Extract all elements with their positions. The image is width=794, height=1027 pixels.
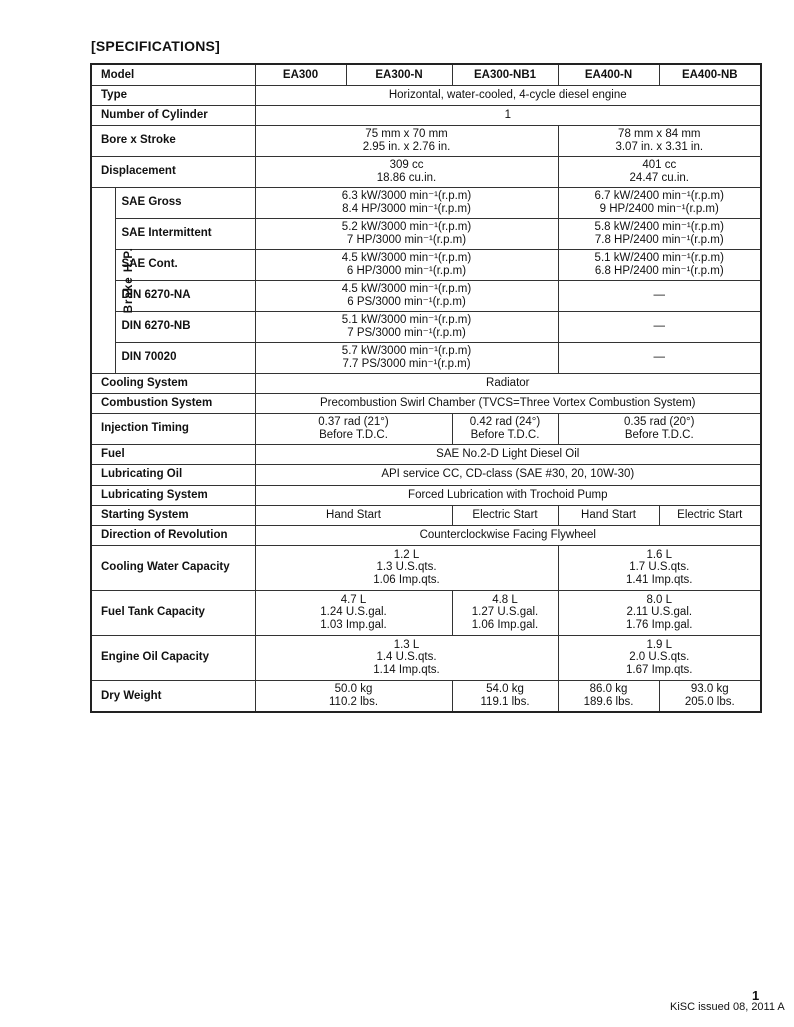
cell-line: 2.0 U.S.qts. — [629, 651, 690, 664]
cell-line: 6 PS/3000 min⁻¹(r.p.m) — [347, 295, 466, 308]
row-label-fuel: Fuel — [91, 444, 255, 464]
cell-line: 1.9 L — [646, 638, 673, 651]
cell-line: 86.0 kg — [589, 683, 628, 696]
row-label-din-na: DIN 6270-NA — [115, 280, 255, 311]
cell-line: 54.0 kg — [486, 683, 524, 696]
row-label-sae-gross: SAE Gross — [115, 187, 255, 218]
row-label-lub-system: Lubricating System — [91, 485, 255, 505]
cell-line: 1.06 Imp.gal. — [471, 618, 539, 631]
table-row — [91, 311, 761, 342]
fuel-tank-ea300 — [255, 590, 452, 635]
cell-line: Before T.D.C. — [319, 428, 388, 441]
din-na-ea300 — [255, 280, 558, 311]
din-na-ea400: — — [558, 280, 761, 311]
cell-line: 78 mm x 84 mm — [618, 128, 701, 140]
dry-weight-ea400-n — [558, 680, 659, 712]
cell-line: 3.07 in. x 3.31 in. — [615, 140, 704, 153]
brake-hp-label: Brake H.P. — [122, 246, 135, 314]
cell-line: 1.6 L — [646, 548, 673, 561]
cylinders-value: 1 — [255, 105, 761, 125]
cell-line: 9 HP/2400 min⁻¹(r.p.m) — [599, 202, 719, 215]
cell-line: 6.8 HP/2400 min⁻¹(r.p.m) — [594, 264, 724, 277]
direction-value: Counterclockwise Facing Flywheel — [255, 525, 761, 545]
row-label-cooling-system: Cooling System — [91, 373, 255, 393]
row-label-injection: Injection Timing — [91, 413, 255, 444]
injection-ea300 — [255, 413, 452, 444]
row-label-cooling-water: Cooling Water Capacity — [91, 545, 255, 590]
table-row — [91, 105, 761, 125]
sae-gross-ea400 — [558, 187, 761, 218]
cell-line: 205.0 lbs. — [684, 695, 735, 708]
row-label-type: Type — [91, 85, 255, 105]
table-row — [91, 85, 761, 105]
engine-oil-ea400 — [558, 635, 761, 680]
cell-line: 4.8 L — [492, 593, 518, 606]
cell-line: 5.8 kW/2400 min⁻¹(r.p.m) — [594, 221, 724, 233]
row-label-din-70020: DIN 70020 — [115, 342, 255, 373]
table-row — [91, 485, 761, 505]
table-row — [91, 590, 761, 635]
cell-line: 18.86 cu.in. — [376, 171, 437, 184]
table-row — [91, 64, 761, 85]
type-value: Horizontal, water-cooled, 4-cycle diesel engine — [255, 85, 761, 105]
table-row — [91, 373, 761, 393]
table-row — [91, 125, 761, 156]
sae-cont-ea400 — [558, 249, 761, 280]
cell-line: 8.4 HP/3000 min⁻¹(r.p.m) — [342, 202, 471, 215]
cell-line: 4.7 L — [340, 593, 367, 606]
cooling-water-ea400 — [558, 545, 761, 590]
cell-line: 7 PS/3000 min⁻¹(r.p.m) — [347, 326, 466, 339]
din-nb-ea400: — — [558, 311, 761, 342]
cell-line: 24.47 cu.in. — [629, 171, 689, 184]
fuel-tank-ea400 — [558, 590, 761, 635]
row-label-starting: Starting System — [91, 505, 255, 525]
dry-weight-ea300-nb1 — [452, 680, 558, 712]
table-row — [91, 680, 761, 712]
cell-line: 4.5 kW/3000 min⁻¹(r.p.m) — [341, 283, 472, 295]
lub-oil-value: API service CC, CD-class (SAE #30, 20, 10W-30) — [255, 464, 761, 485]
din-70020-ea400: — — [558, 342, 761, 373]
starting-ea300: Hand Start — [255, 505, 452, 525]
model-header: EA300-NB1 — [452, 64, 558, 85]
injection-ea300-nb1 — [452, 413, 558, 444]
dry-weight-ea300 — [255, 680, 452, 712]
cell-line: 1.3 U.S.qts. — [376, 561, 437, 574]
cell-line: 2.11 U.S.gal. — [626, 606, 693, 619]
dry-weight-ea400-nb — [659, 680, 761, 712]
cell-line: Before T.D.C. — [470, 428, 540, 441]
cell-line: 1.06 Imp.qts. — [373, 573, 440, 586]
fuel-tank-ea300-nb1 — [452, 590, 558, 635]
specifications-table — [90, 63, 762, 713]
sae-gross-ea300 — [255, 187, 558, 218]
cell-line: 5.1 kW/3000 min⁻¹(r.p.m) — [341, 314, 472, 326]
row-label-bore: Bore x Stroke — [91, 125, 255, 156]
sae-intermittent-ea400 — [558, 218, 761, 249]
cell-line: 1.4 U.S.qts. — [376, 651, 437, 664]
displacement-ea300 — [255, 156, 558, 187]
cell-line: 1.41 Imp.qts. — [626, 573, 693, 586]
row-label-cylinders: Number of Cylinder — [91, 105, 255, 125]
cell-line: Before T.D.C. — [624, 428, 694, 441]
cell-line: 50.0 kg — [334, 683, 373, 696]
cell-line: 1.03 Imp.gal. — [320, 618, 387, 631]
row-label-model: Model — [91, 64, 255, 85]
cell-line: 4.5 kW/3000 min⁻¹(r.p.m) — [341, 252, 472, 264]
table-row — [91, 393, 761, 413]
din-70020-ea300 — [255, 342, 558, 373]
page-number: 1 — [752, 988, 760, 1003]
starting-ea300-nb1: Electric Start — [452, 505, 558, 525]
sae-intermittent-ea300 — [255, 218, 558, 249]
table-row — [91, 464, 761, 485]
cell-line: 119.1 lbs. — [480, 695, 530, 708]
table-row — [91, 280, 761, 311]
cell-line: 5.2 kW/3000 min⁻¹(r.p.m) — [341, 221, 472, 233]
table-row — [91, 635, 761, 680]
cell-line: 8.0 L — [646, 593, 673, 606]
cell-line: 1.3 L — [393, 638, 420, 651]
engine-oil-ea300 — [255, 635, 558, 680]
table-row — [91, 505, 761, 525]
sae-cont-ea300 — [255, 249, 558, 280]
model-header: EA400-NB — [659, 64, 761, 85]
table-row — [91, 187, 761, 218]
lub-system-value: Forced Lubrication with Trochoid Pump — [255, 485, 761, 505]
din-nb-ea300 — [255, 311, 558, 342]
bore-ea400 — [558, 125, 761, 156]
cell-line: 5.1 kW/2400 min⁻¹(r.p.m) — [594, 252, 724, 264]
cell-line: 0.37 rad (21°) — [318, 416, 389, 428]
starting-ea400-nb: Electric Start — [659, 505, 761, 525]
row-label-displacement: Displacement — [91, 156, 255, 187]
row-label-lub-oil: Lubricating Oil — [91, 464, 255, 485]
cell-line: 2.95 in. x 2.76 in. — [362, 140, 451, 153]
table-row — [91, 249, 761, 280]
cell-line: 1.24 U.S.gal. — [320, 606, 387, 619]
bore-ea300 — [255, 125, 558, 156]
row-label-combustion: Combustion System — [91, 393, 255, 413]
brake-hp-group — [91, 187, 135, 373]
cooling-water-ea300 — [255, 545, 558, 590]
cell-line: 6.7 kW/2400 min⁻¹(r.p.m) — [594, 190, 724, 202]
cell-line: 1.76 Imp.gal. — [626, 618, 693, 631]
table-row — [91, 342, 761, 373]
cell-line: 1.2 L — [393, 548, 420, 561]
cell-line: 93.0 kg — [690, 683, 729, 696]
page-title: [SPECIFICATIONS] — [91, 38, 220, 54]
table-row — [91, 413, 761, 444]
table-row — [91, 545, 761, 590]
row-label-din-nb: DIN 6270-NB — [115, 311, 255, 342]
injection-ea400 — [558, 413, 761, 444]
cell-line: 5.7 kW/3000 min⁻¹(r.p.m) — [341, 345, 472, 357]
cell-line: 0.35 rad (20°) — [624, 416, 695, 428]
cell-line: 7.8 HP/2400 min⁻¹(r.p.m) — [594, 233, 724, 246]
cell-line: 0.42 rad (24°) — [469, 416, 541, 428]
model-header: EA400-N — [558, 64, 659, 85]
cooling-system-value: Radiator — [255, 373, 761, 393]
starting-ea400-n: Hand Start — [558, 505, 659, 525]
cell-line: 110.2 lbs. — [329, 695, 379, 708]
cell-line: 7.7 PS/3000 min⁻¹(r.p.m) — [342, 357, 471, 370]
row-label-dry-weight: Dry Weight — [91, 680, 255, 712]
row-label-fuel-tank: Fuel Tank Capacity — [91, 590, 255, 635]
row-label-engine-oil: Engine Oil Capacity — [91, 635, 255, 680]
row-label-sae-intermittent: SAE Intermittent — [115, 218, 255, 249]
fuel-value: SAE No.2-D Light Diesel Oil — [255, 444, 761, 464]
row-label-sae-cont: SAE Cont. — [115, 249, 255, 280]
table-row — [91, 218, 761, 249]
issue-note: KiSC issued 08, 2011 A — [670, 1001, 785, 1013]
cell-line: 1.27 U.S.gal. — [471, 606, 539, 619]
combustion-value: Precombustion Swirl Chamber (TVCS=Three Vortex Combustion System) — [255, 393, 761, 413]
cell-line: 75 mm x 70 mm — [365, 128, 448, 140]
cell-line: 401 cc — [642, 159, 677, 171]
model-header: EA300 — [255, 64, 346, 85]
table-row — [91, 156, 761, 187]
table-row — [91, 525, 761, 545]
cell-line: 6.3 kW/3000 min⁻¹(r.p.m) — [341, 190, 472, 202]
cell-line: 1.14 Imp.qts. — [373, 663, 440, 676]
row-label-direction: Direction of Revolution — [91, 525, 255, 545]
cell-line: 1.67 Imp.qts. — [626, 663, 693, 676]
cell-line: 309 cc — [389, 159, 424, 171]
cell-line: 1.7 U.S.qts. — [629, 561, 690, 574]
cell-line: 7 HP/3000 min⁻¹(r.p.m) — [346, 233, 467, 246]
table-row — [91, 444, 761, 464]
model-header: EA300-N — [346, 64, 452, 85]
displacement-ea400 — [558, 156, 761, 187]
cell-line: 189.6 lbs. — [583, 695, 634, 708]
cell-line: 6 HP/3000 min⁻¹(r.p.m) — [346, 264, 467, 277]
